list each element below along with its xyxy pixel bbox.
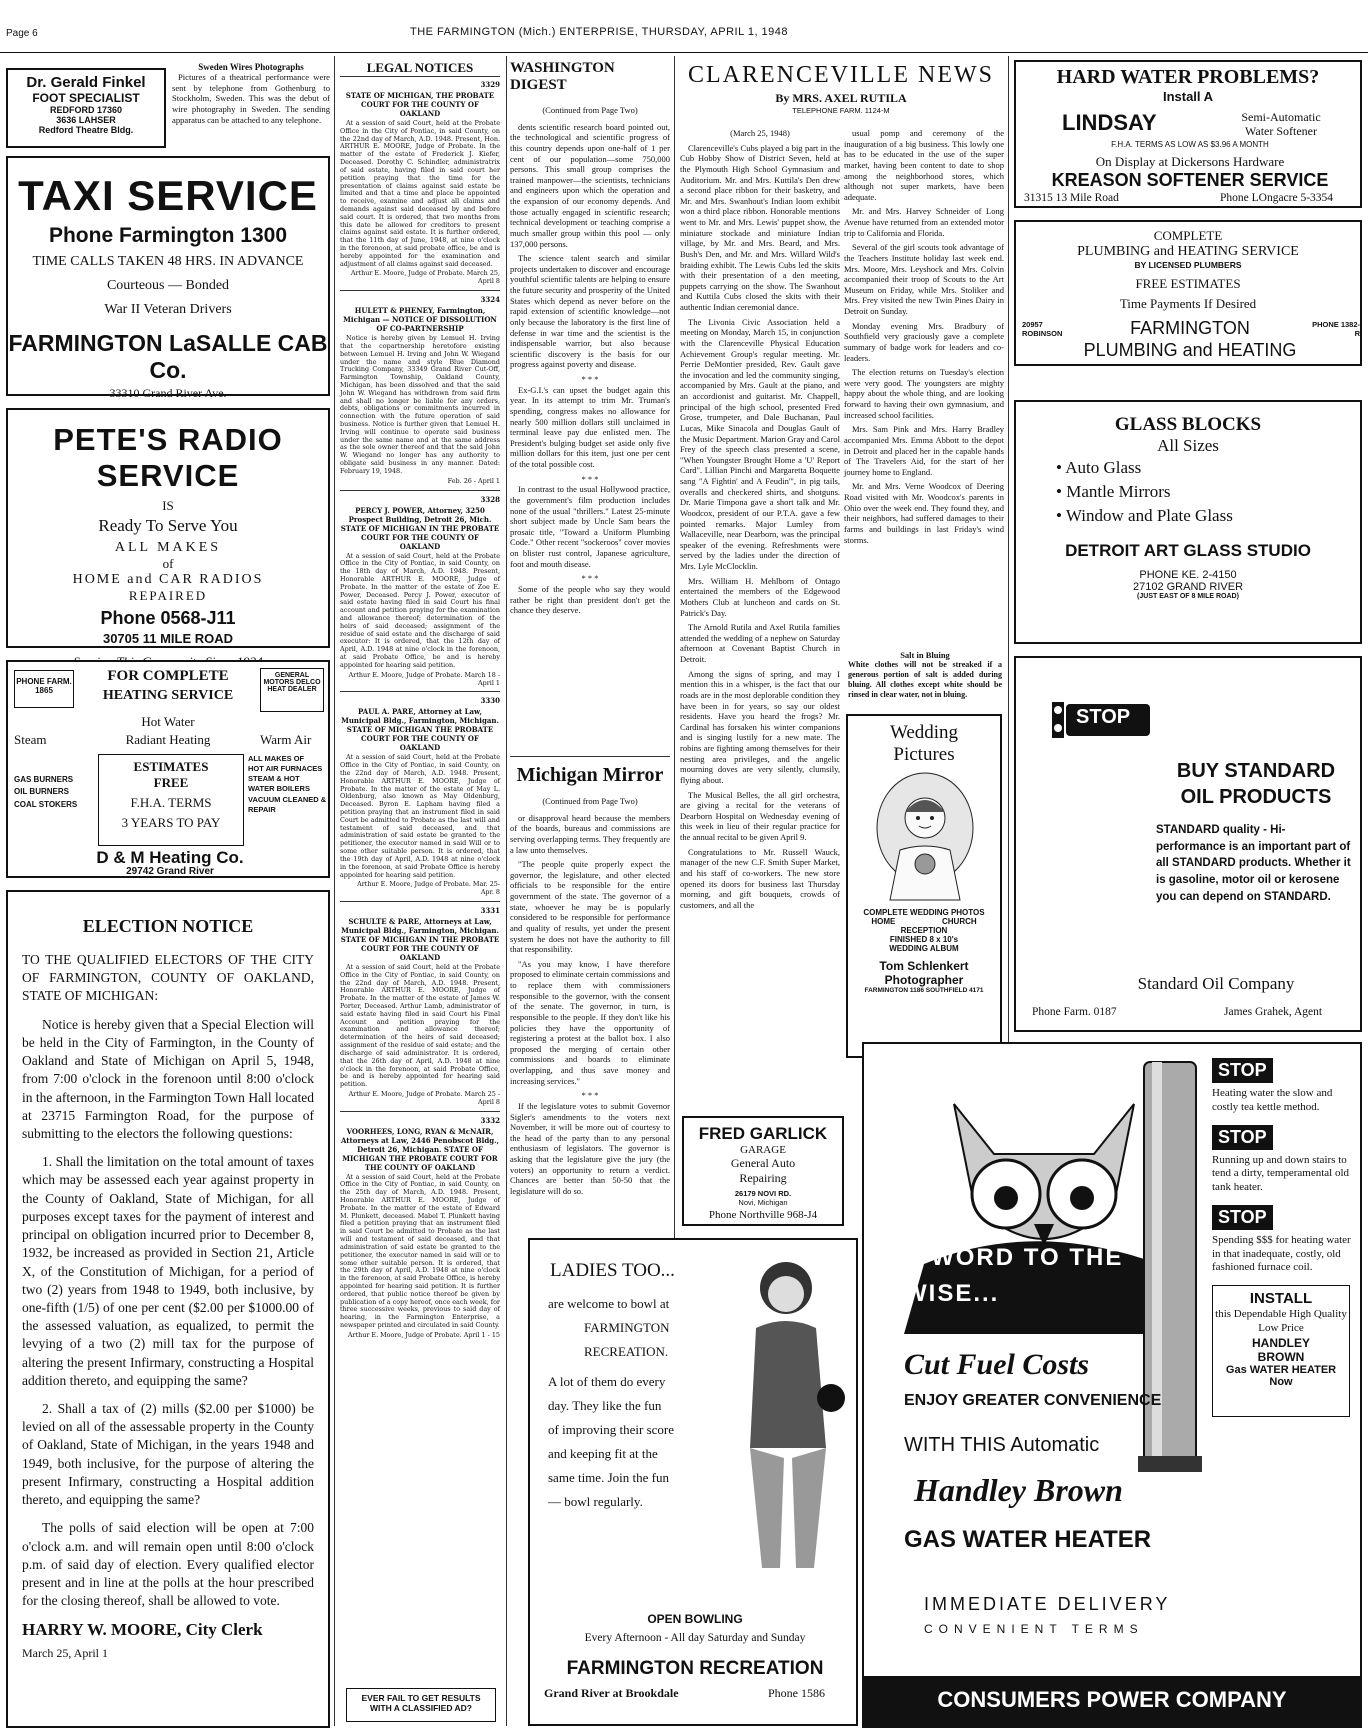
bowling-open: OPEN BOWLING	[647, 1612, 743, 1626]
washington-paragraph: Some of the people who say they would rather be right than president don't get the chance they deserve.	[510, 583, 670, 616]
radio-all-makes: ALL MAKES	[114, 540, 222, 555]
clarenceville-byline: By MRS. AXEL RUTILA	[775, 91, 907, 105]
heating-warm-air: Warm Air	[260, 732, 312, 747]
wedding-line4: FINISHED 8 x 10's	[889, 935, 959, 944]
heating-for-complete: FOR COMPLETE	[107, 668, 229, 684]
section-break: * * *	[581, 573, 599, 584]
clarenceville-paragraph: Mrs. Sam Pink and Mrs. Harry Bradley accompanied Mrs. Emma Abbott to the depot in Detroit and placed her in the capable hands of The Travelers Aid, for the start of her journey home to England.	[844, 424, 1004, 477]
bowling-hours: Every Afternoon - All day Saturday and Sunday	[584, 1632, 806, 1644]
taxi-address: 33310 Grand River Ave.	[109, 386, 227, 400]
masthead-rule	[0, 52, 1368, 53]
standard-title1: BUY STANDARD	[1176, 760, 1336, 782]
wedding-ad	[846, 714, 1002, 1058]
legal-notice-num: 3329	[480, 80, 500, 89]
hard-water-brand: LINDSAY	[1062, 110, 1157, 135]
consumers-handley: Handley Brown	[914, 1472, 1123, 1508]
wedding-home: HOME	[871, 917, 896, 926]
wedding-phones: FARMINGTON 1186 SOUTHFIELD 4171	[864, 987, 984, 994]
taxi-line2: Courteous — Bonded	[106, 278, 230, 293]
legal-notice	[340, 495, 500, 688]
bowling-ad	[528, 1238, 858, 1726]
page-number: Page 6	[6, 28, 38, 39]
bride-illustration-icon	[848, 768, 1002, 908]
glass-sizes: All Sizes	[1157, 436, 1219, 455]
washington-paragraph: dents scientific research board pointed out, the technological and scientific progress of this country depends upon one-half of 1 per cent of our population—some 750,000 persons. This small group comprises the trained manpower—the scientists, technicians and engineers upon which the operation and the expansion of our economy depends. And those actually engaged in scientific research; technical development or teaching comprise a much smaller group within this pool — only 137,000 persons.	[510, 121, 670, 249]
hard-water-address: 31315 13 Mile Road	[1024, 192, 1119, 204]
plumbing-line1: COMPLETE	[1153, 228, 1223, 243]
consumers-gas: GAS WATER HEATER	[904, 1526, 1152, 1553]
mirror-paragraph: "The people quite properly expect the governor, the legislature, and other elected officials to be responsible for the entire government of the state. The governor of a state, whoever he may be is popularly considered to be responsible for performance and quality of results, yet under the present system he does not have the authority to fill that responsibility.	[510, 859, 670, 955]
clarenceville-telephone: TELEPHONE FARM. 1124-M	[792, 106, 890, 115]
clarenceville-paragraph: Clarenceville's Cubs played a big part in the Cub Hobby Show of District Seven, held at the Plymouth High School Gymnasium and Auditorium. Mr. and Mrs. Kuttila's Den drew a second place ribbon for their basketry, and Mr. and Mrs. Swanhout's Indian loom exhibit won a third place ribbon. Honorable mentions went to Mr. and Mrs. Lewis' puppet show, the miniature stockade and miniature Indian village, by Mr. and Mrs. Beard, and Mrs. Bush's Den, and Mr. and Mrs. Willard Wild's braiding exhibit. The Lewis Cubs led the skits with their presentation of a den meeting, puppets carrying on the show. The Swanhout and Kuttila Cubs closed the skits with their authentic Indian ceremonial dance.	[680, 142, 840, 312]
bowling-line: FARMINGTON	[584, 1320, 670, 1336]
plumbing-company1: FARMINGTON	[1130, 318, 1250, 338]
salt-text: White clothes will not be streaked if a generous portion of salt is added during bluing. All clothes except white should be rinsed in clear water, not in bluing.	[848, 660, 1002, 699]
heating-left-item: GAS BURNERS	[14, 775, 74, 784]
finkel-ad	[6, 68, 166, 148]
glass-item-label: Window and Plate Glass	[1065, 505, 1233, 525]
legal-notice-sig: Arthur E. Moore, Judge of Probate. March 25, April 8	[350, 269, 500, 286]
election-dates: March 25, April 1	[22, 1646, 108, 1661]
glass-note: (JUST EAST OF 8 MILE ROAD)	[1137, 593, 1239, 601]
legal-notice-text: At a session of said Court, held at the Probate Office in the City of Pontiac, in said County, on the 22nd day of March, A.D. 1948. Present, Hon. ARTHUR E. MOORE, Judge of Probate. In the matter of the estate of Frederick J. Kiefer, Deceased. Dorothy C. Schindler, administratrix of said estate, having filed in said court her petition praying that the time for the presentation of claims against said estate be limited and that a time and place be appointed to receive, examine and adjust all claims and demands against said deceased by and before said court. It is ordered, that two months from this date be allowed for creditors to present claims against said estate. It is further ordered, that the 11th day of June, 1948, at nine o'clock in the forenoon, at said probate office, be and is hereby appointed for the examination and adjustment of all claims against said deceased.	[340, 119, 500, 268]
classified-text: EVER FAIL TO GET RESULTS WITH A CLASSIFIED AD?	[361, 1693, 481, 1713]
masthead-line: THE FARMINGTON (Mich.) ENTERPRISE, THURSDAY, APRIL 1, 1948	[410, 26, 789, 38]
consumers-brand3: Gas WATER HEATER Now	[1225, 1363, 1337, 1388]
salt-title: Salt in Bluing	[900, 650, 950, 660]
legal-notice-num: 3330	[480, 696, 500, 706]
bowling-line: and keeping fit at the	[548, 1446, 658, 1462]
legal-notice	[340, 80, 500, 286]
heating-fha: F.H.A. TERMS	[130, 795, 212, 810]
heating-address: 29742 Grand River	[126, 866, 214, 877]
glass-item-label: Auto Glass	[1065, 458, 1142, 477]
standard-title2: OIL PRODUCTS	[1180, 786, 1332, 808]
clarenceville-date: (March 25, 1948)	[730, 128, 790, 138]
standard-phone: Phone Farm. 0187	[1032, 1006, 1117, 1018]
clarenceville-paragraph: The Livonia Civic Association held a meeting on Monday, March 15, in conjunction with the Clarenceville Physical Education Achievement Group's regular meeting. Mr. Perrie DeMontier presided, Rev. Gault gave the invocation and led the community singing, accompanied by Mrs. Gault at the piano, and an accordionist and guitarist. Mr. Chappell, principal of the high school, presented Fred Grose, trumpeter, and Dale Buchanan, Paul Lucas, Mike Sinacola and Douglas Gault of the Music Department. Marion Gray and Carol Frey of the speech class presented a scene, "When Youngster Brought Home a 'U' Report Card". Lillian Pinchi and Margaretta Boquette sang "A Fightin' and A Feudin'", in pig tails, overalls and checkered shirts, and shotguns. Dr. Marie Timpona gave a short talk and Mr. Woodcox, president of our P.T.A. gave a few pointed remarks. Major Lumley from Wallaceville, near Dearborn, was the principal speaker of the evening. Refreshments were served by the ladies under the direction of Mrs. Lyle McClocklin.	[680, 316, 840, 571]
garlick-garage: GARAGE	[740, 1144, 786, 1156]
wedding-role: Photographer	[884, 973, 964, 987]
consumers-stop	[1212, 1125, 1356, 1195]
plumbing-line3: BY LICENSED PLUMBERS	[1134, 260, 1242, 270]
consumers-stop-panel	[1212, 1058, 1356, 1450]
legal-notice-text: At a session of said Court, held at the Probate Office in the City of Pontiac, in said County, on the 25th day of March, A.D. 1948. Present, Honorable ARTHUR E. MOORE, Judge of Probate. In the matter of the estate of Edward M. Plunkett, deceased. Mabel T. Plunkett having filed a petition praying that an instrument filed in said Court be admitted to Probate as the last will and testament of said deceased, and that administration of said estate be granted to the petitioner, the executor named in said will or to some other suitable person. It is ordered, that the 29th day of April, A.D. 1948 at nine o'clock in the forenoon, at said Probate Office, is hereby appointed for hearing said petition. It is further ordered, that public notice thereof be given by publication of a copy hereof, once each week, for three successive weeks, previous to said day of hearing, in the Farmington Enterprise, a newspaper printed and circulated in said County.	[340, 1172, 500, 1329]
clarenceville-paragraph: usual pomp and ceremony of the inauguration of a big business. This lowly one has to be educated in the use of the super market, having been content to date to shop among the neighborhood stores, which although not super markets, have been adequate.	[844, 128, 1004, 202]
heating-center-box	[98, 754, 244, 846]
finkel-name: Dr. Gerald Finkel	[26, 74, 146, 91]
finkel-line: REDFORD 17360	[49, 105, 123, 115]
hard-water-fha: F.H.A. TERMS AS LOW AS $3.96 A MONTH	[1111, 140, 1269, 149]
consumers-cut: Cut Fuel Costs	[904, 1348, 1090, 1381]
heating-left-item: COAL STOKERS	[14, 799, 78, 809]
heating-radiant: Radiant Heating	[125, 732, 211, 747]
hard-water-semi: Semi-Automatic	[1241, 110, 1321, 124]
legal-notice-head: PAUL A. PARE, Attorney at Law, Municipal Bldg., Farmington, Michigan. STATE OF MICHIGAN THE PROBATE COURT FOR THE COUNTY OF OAKLAND	[341, 707, 499, 753]
bowling-line: same time. Join the fun	[548, 1470, 669, 1486]
clarenceville-paragraph: Several of the girl scouts took advantage of the Teachers Institute holiday last week end. Mrs. Moore, Mrs. Leyshock and Mrs. Colvin accompanied their troop of Scouts to the Art Museum on Friday, while Mrs. Stoliker and Mrs. Frey visited the new Twin Pines Dairy in Detroit on Sunday.	[844, 242, 1004, 316]
heating-free: FREE	[153, 775, 189, 790]
legal-notice-head: PERCY J. POWER, Attorney, 3250 Prospect Building, Detroit 26, Mich. STATE OF MICHIGAN IN THE PROBATE COURT FOR THE COUNTY OF OAKLAND	[340, 505, 500, 551]
wedding-title2: Pictures	[893, 744, 955, 765]
water-heater-icon	[1138, 1052, 1202, 1482]
consumers-with: WITH THIS Automatic	[904, 1434, 1100, 1456]
legal-notice-sig: Arthur E. Moore, Judge of Probate. March 25 - April 8	[348, 1089, 500, 1106]
consumers-stop-text: Running up and down stairs to tend a dirty, temperamental old tank heater.	[1212, 1153, 1350, 1193]
standard-stop: STOP	[1076, 706, 1131, 728]
legal-notice	[340, 906, 500, 1107]
sweden-brief	[172, 62, 330, 150]
consumers-immediate: IMMEDIATE DELIVERY	[924, 1594, 1171, 1614]
garlick-phone: Phone Northville 968-J4	[708, 1209, 818, 1221]
standard-company: Standard Oil Company	[1137, 974, 1295, 993]
washington-digest	[510, 60, 670, 750]
consumers-stop	[1212, 1058, 1356, 1115]
bowling-line: — bowl regularly.	[548, 1494, 643, 1510]
consumers-install-box	[1212, 1285, 1350, 1417]
radio-title: PETE'S RADIO SERVICE	[53, 422, 283, 493]
plumbing-company2: PLUMBING and HEATING	[1083, 340, 1297, 360]
consumers-stop-text: Heating water the slow and costly tea kettle method.	[1212, 1087, 1333, 1113]
legal-separator	[340, 901, 500, 902]
garlick-address: 26179 NOVI RD.	[734, 1189, 792, 1198]
mirror-continued: (Continued from Page Two)	[542, 796, 638, 806]
consumers-enjoy: ENJOY GREATER CONVENIENCE	[904, 1392, 1162, 1409]
salt-brief	[848, 650, 1002, 708]
section-break: * * *	[581, 1090, 599, 1101]
heating-hot-water: Hot Water	[141, 714, 195, 729]
section-break: * * *	[581, 374, 599, 384]
legal-notice-num: 3332	[480, 1115, 500, 1125]
clarenceville-paragraph: Among the signs of spring, and may I mention this in a whisper, is the fact that our roads are in the most deplorable condition they have been in for years, so say our oldest residents. Have you heard the frogs? Mr. Cardinal has forsaken his winter companions and is singing lustily for a new mate. The robins are fighting among themselves for their nesting area privileges, and the angelic mourning doves are very silently, clumsily, flying about.	[680, 668, 840, 785]
glass-item: • Auto Glass	[1056, 458, 1142, 477]
clarenceville-paragraph: The Arnold Rutila and Axel Rutila families attended the wedding of a nephew on Saturday afternoon at Covenant Baptist Church in Detroit.	[680, 622, 840, 664]
heating-gm-box	[260, 668, 324, 712]
glass-item-label: Mantle Mirrors	[1066, 481, 1171, 501]
hard-water-phone: Phone LOngacre 5-3354	[1220, 192, 1334, 204]
consumers-brand1: HANDLEY	[1251, 1335, 1310, 1350]
bowling-line: are welcome to bowl at	[548, 1296, 670, 1311]
wedding-church: CHURCH	[941, 917, 977, 926]
consumers-word: A WORD TO THE WISE...	[904, 1244, 1124, 1307]
election-to: TO THE QUALIFIED ELECTORS OF THE CITY OF FARMINGTON, COUNTY OF OAKLAND, STATE OF MICHIGAN:	[22, 952, 314, 1004]
plumbing-left-code: 20957 ROBINSON	[1022, 320, 1063, 338]
radio-home-car: HOME and CAR RADIOS	[72, 572, 264, 587]
mirror-paragraph: If the legislature votes to submit Governor Sigler's amendments to the voters next November, it will be more out of courtesy to the head of the party than to any personal enthusiasm of legislators. The governor is asking that the legislature give the jury (the voters) an opportunity to return a verdict. Chances are better than 50-50 that the legislature will do so.	[510, 1100, 670, 1196]
sweden-text: Pictures of a theatrical performance were sent by telephone from Gothenburg to Stockholm, Sweden. This was the debut of wire photography in Sweden. The sending apparatus can be attached to any telephone.	[172, 72, 330, 125]
garlick-ad	[682, 1116, 844, 1226]
heating-years: 3 YEARS TO PAY	[121, 815, 221, 830]
heating-estimates: ESTIMATES	[133, 759, 209, 774]
washington-title: WASHINGTON DIGEST	[510, 60, 615, 93]
bowling-body	[548, 1292, 738, 1514]
classified-footer	[346, 1688, 496, 1722]
heating-phone-box	[14, 670, 74, 708]
wedding-name: Tom Schlenkert	[879, 959, 969, 973]
heating-left-item: OIL BURNERS	[14, 787, 69, 797]
consumers-stop-head: STOP	[1212, 1058, 1273, 1083]
plumbing-line2: PLUMBING and HEATING SERVICE	[1077, 244, 1299, 259]
washington-paragraph: The science talent search and similar projects undertaken to discover and encourage youthful scientific talents are helping to ensure the future security and prosperity of the United States which depend as never before on the rapid extension of scientific knowledge—not only because the laboratory is the first line of defense in war time and the scientist is the indispensable warrior, but also because scientific discovery is the basis for our progress against poverty and disease.	[510, 253, 670, 370]
election-p3: 2. Shall a tax of (2) mills ($2.00 per $1000) be levied on all of the assessable property in the County of Oakland, State of Michigan, in the years 1948 and 1949, both inclusive, for the purpose of altering the present Infirmary, constructing a Hospital addition thereto, and equipping the same?	[22, 1401, 314, 1508]
legal-notice-text: Notice is hereby given by Lemuel H. Irving that the copartnership heretofore existing between Lemuel H. Irving and John W. Wiegand under the name and style Blue Diamond Trucking Company, 33349 Grand River Cut-Off, Farmington Township, Oakland County, Michigan, has been dissolved and that the said John W. Wiegand has withdrawn from said firm and shall no longer be liable for any orders, debts, obligations or commitments incurred in connection with the future operation of said business. Notice is further given that Lemuel H. Irving will continue to operate said business under the same name and at the same address as the sole owner thereof and that the said John W. Wiegand no longer has any authority to obligate said business in any manner. Dated: February 19, 1948.	[340, 334, 500, 475]
legal-notice-sig: Arthur E. Moore, Judge of Probate. March 18 - April 1	[348, 670, 500, 687]
legal-notices	[340, 60, 500, 1680]
clarenceville-right-column	[844, 128, 1004, 648]
standard-agent: James Grahek, Agent	[1224, 1006, 1323, 1018]
consumers-install-head: INSTALL	[1249, 1290, 1313, 1307]
column-rule	[506, 56, 507, 1726]
legal-notice	[340, 696, 500, 897]
glass-phone: PHONE KE. 2-4150	[1139, 569, 1237, 582]
taxi-title: TAXI SERVICE	[18, 172, 318, 219]
radio-ready: Ready To Serve You	[98, 516, 238, 535]
hard-water-softener: Water Softener	[1245, 124, 1317, 138]
legal-notice-sig: Arthur E. Moore, Judge of Probate. Mar. 25-Apr. 8	[357, 880, 500, 897]
plumbing-free: FREE ESTIMATES	[1135, 276, 1241, 291]
radio-ad	[6, 408, 330, 648]
election-title: ELECTION NOTICE	[82, 916, 254, 936]
legal-notice-head: STATE OF MICHIGAN, THE PROBATE COURT FOR THE COUNTY OF OAKLAND	[345, 91, 495, 118]
legal-notice-head: VOORHEES, LONG, RYAN & McNAIR, Attorneys at Law, 2446 Penobscot Bldg., Detroit 26, Michigan. STATE OF MICHIGAN THE PROBATE COURT FOR THE COUNTY OF OAKLAND	[341, 1126, 499, 1172]
garlick-line2: Repairing	[739, 1171, 787, 1185]
clarenceville-paragraph: Congratulations to Mr. Russell Wauck, manager of the new C.F. Smith Super Market, and his staff of co-workers. The new store opened its doors for business last Thursday morning, and gift bouquets, crowds of customers, and all the	[680, 846, 840, 910]
column-rule	[334, 56, 335, 1726]
hard-water-display: On Display at Dickersons Hardware	[1095, 154, 1285, 169]
plumbing-right-code: PHONE 1382-R	[1312, 320, 1360, 338]
legal-notice-head: HULETT & PHENEY, Farmington, Michigan — NOTICE OF DISSOLUTION OF CO-PARTNERSHIP	[343, 306, 497, 334]
clarenceville-paragraph: Mr. and Mrs. Verne Woodcox of Deering Road visited with Mr. Woodcox's parents in Ohio over the week end. They found they, and their neighbors, had suffered damages to their farms and buildings in last Friday's wind storms.	[844, 481, 1004, 545]
radio-of: of	[162, 556, 174, 571]
heating-right-item: HOT AIR FURNACES	[248, 764, 323, 774]
wedding-title1: Wedding	[889, 722, 959, 743]
heating-gm-text: GENERAL MOTORS DELCO HEAT DEALER	[263, 672, 321, 693]
clarenceville-title: CLARENCEVILLE NEWS	[688, 62, 994, 88]
garlick-title: FRED GARLICK	[698, 1124, 828, 1143]
bowling-name: FARMINGTON RECREATION	[566, 1658, 824, 1679]
consumers-company: CONSUMERS POWER COMPANY	[864, 1676, 1360, 1726]
legal-notice-head: SCHULTE & PARE, Attorneys at Law, Municipal Bldg., Farmington, Michigan. STATE OF MICHIGAN IN THE PROBATE COURT FOR THE COUNTY OF OAKLAND	[340, 916, 500, 962]
glass-company: DETROIT ART GLASS STUDIO	[1065, 541, 1311, 561]
legal-title: LEGAL NOTICES	[340, 60, 500, 77]
wedding-line3: RECEPTION	[900, 926, 948, 935]
heating-right-item: STEAM & HOT WATER BOILERS	[248, 774, 310, 794]
heating-right-list	[248, 754, 328, 815]
heating-steam: Steam	[14, 732, 47, 747]
finkel-line: 3636 LAHSER	[56, 115, 116, 125]
clarenceville-paragraph: Mrs. William H. Mehlborn of Ontago entertained the members of the Edgewood Mothers Club at luncheon and cards on St. Patrick's Day.	[680, 575, 840, 618]
radio-repaired: REPAIRED	[128, 588, 208, 603]
legal-notice	[340, 295, 500, 485]
wedding-line1: COMPLETE WEDDING PHOTOS	[863, 908, 985, 917]
bowling-line: day. They like the fun	[548, 1398, 662, 1414]
glass-address: 27102 GRAND RIVER	[1132, 581, 1244, 594]
legal-notice-text: At a session of said Court, held at the Probate Office in the City of Pontiac, in said County, on the 22nd day of March, A.D. 1948. Present, Honorable ARTHUR E. MOORE, Judge of Probate. In the matter of the estate of James W. Porter, Deceased. Arthur Lamb, administrator of said estate having filed in said Court his Final Account and petition praying for the examination and allowance thereof; determination of the heirs of said deceased; assignment of the residue of said estate; and the discharge of said administrator. It is ordered, that the 26th day of April, A.D. 1948 at nine o'clock in the forenoon, at said Probate Office, be and is hereby appointed for hearing said petition.	[340, 962, 500, 1089]
standard-text: STANDARD quality - Hi-performance is an important part of all STANDARD products. Whether it is gasoline, motor oil or kerosene you can depend on STANDARD.	[1156, 824, 1351, 903]
washington-continued: (Continued from Page Two)	[542, 105, 638, 115]
bowling-address: Grand River at Brookdale	[544, 1686, 679, 1700]
clarenceville-paragraph: Monday evening Mrs. Bradbury of Southfield very graciously gave a complete summary of badge work for leaders and co-leaders.	[844, 320, 1004, 363]
mirror-paragraph: or disapproval heard because the members of the boards, bureaus and commissions are serving overlapping terms. They frequently are a law unto themselves.	[510, 812, 670, 855]
garlick-city: Novi, Michigan	[738, 1198, 788, 1207]
glass-ad	[1014, 400, 1362, 644]
legal-notice-sig: Feb. 26 - April 1	[447, 476, 500, 485]
garlick-line1: General Auto	[730, 1156, 796, 1170]
washington-paragraph: In contrast to the usual Hollywood practice, the government's film production includes none of the usual "thrillers." Latest 25-minute short subject made by Uncle Sam bears the prosaic title, "Toward a Uniform Plumbing Code." Other recent "sockeroos" cover movies on blister rust control, Japanese agriculture, foot and mouth disease.	[510, 484, 670, 569]
heating-company: D & M Heating Co.	[96, 848, 244, 867]
taxi-company: FARMINGTON LaSALLE CAB Co.	[8, 330, 328, 383]
bowling-phone: Phone 1586	[768, 1686, 825, 1700]
washington-paragraph: Ex-G.I.'s can upset the budget again this year. In its attempt to trim Mr. Truman's spending, congress makes no allowance for nearly 500 million dollars still unclaimed in terminal leave pay due enlisted men. The President's bulging budget set aside only five million dollars for this item, just one per cent of the total possible cost.	[510, 384, 670, 469]
consumers-install-text: this Dependable High Quality Low Price	[1215, 1308, 1347, 1335]
glass-item: • Window and Plate Glass	[1056, 505, 1233, 525]
glass-items	[1056, 456, 1360, 527]
legal-notice-text: At a session of said Court, held at the Probate Office in the City of Pontiac, in said County, on the 22nd day of March, A.D. 1948. Present, Honorable ARTHUR E. MOORE, Judge of Probate. In the matter of the estate of May L. Oldenburg, also known as May Oldenburg, Deceased. Byron E. Lapham having filed a petition praying that an instrument filed in said Court be admitted to Probate as the last will and testament of said deceased, and that administration of said estate be granted to the petitioner, the executor named in said Will or to some other suitable person. It is ordered, that the 19th day of April, A.D. 1948 at nine o'clock in the forenoon, at said Probate Office is hereby appointed for hearing said petition.	[340, 753, 500, 879]
consumers-brand2: BROWN	[1257, 1349, 1305, 1364]
legal-notice-num: 3328	[480, 494, 500, 504]
bowler-illustration-icon	[726, 1248, 856, 1578]
taxi-ad	[6, 156, 330, 400]
election-p1: Notice is hereby given that a Special Election will be held in the City of Farmington, in the County of Oakland and State of Michigan on April 5, 1948, from 7:00 o'clock in the forenoon until 8:00 o'clock in the afternoon, in the Farmington Town Hall located at 23715 Farmington Road, for the purpose of submitting to the electors the following questions:	[22, 1016, 314, 1141]
bowling-line: A lot of them do every	[548, 1374, 666, 1390]
legal-notice-num: 3324	[480, 295, 500, 305]
election-p2: 1. Shall the limitation on the total amount of taxes which may be assessed each year against property in the County of Oakland, State of Michigan, for all purposes except taxes for the payment of interest and principal on obligation incurred prior to December 8, 1932, be increased as provided in Section 21, Article X, of the Constitution of Michigan, for a period of two (2) years from 1948 to 1949, both inclusive, by one-fifth (1/5) of one per cent ($2.00 per $1000.00 of the assessed valuation, as equalized, to permit the levying of a two (2) mill tax for the purpose of altering the present Infirmary, constructing a Hospital addition thereto, and equipping the same?	[22, 1154, 314, 1388]
plumbing-terms: Time Payments If Desired	[1119, 296, 1257, 311]
clarenceville-left-column	[680, 128, 840, 1138]
legal-separator	[340, 1111, 500, 1112]
heating-phone-text: PHONE FARM. 1865	[16, 677, 72, 695]
glass-item: • Mantle Mirrors	[1056, 481, 1171, 501]
clarenceville-paragraph: Mr. and Mrs. Harvey Schneider of Long Avenue have returned from an extended motor trip to California and Florida.	[844, 206, 1004, 238]
wedding-home-church	[848, 917, 1000, 926]
taxi-line3: War II Veteran Drivers	[104, 302, 232, 317]
clarenceville-paragraph: The Musical Belles, the all girl orchestra, are giving a recital for the veterans of Dearborn Hospital on Wednesday evening of this week in lieu of their regular practice for the annual recital to be given April 9.	[680, 789, 840, 842]
finkel-title: FOOT SPECIALIST	[32, 91, 140, 105]
heating-right-item: ALL MAKES OF	[248, 754, 305, 763]
clarenceville-header	[678, 62, 1004, 122]
bowling-line: RECREATION.	[584, 1344, 669, 1360]
taxi-line1: TIME CALLS TAKEN 48 HRS. IN ADVANCE	[32, 254, 304, 269]
legal-separator	[340, 490, 500, 491]
heating-right-item: VACUUM CLEANED & REPAIR	[248, 794, 327, 814]
election-p4: The polls of said election will be open at 7:00 o'clock a.m. and will remain open until 8:00 o'clock p.m. of said day of election. Every qualified elector present and in line at the polls at the hour prescribed for the closing thereof, shall be allowed to vote.	[22, 1520, 314, 1609]
consumers-convenient: CONVENIENT TERMS	[924, 1622, 1144, 1636]
consumers-ad	[862, 1042, 1362, 1728]
legal-separator	[340, 691, 500, 692]
taxi-phone: Phone Farmington 1300	[48, 224, 288, 247]
hard-water-ad	[1014, 60, 1362, 208]
legal-notice	[340, 1116, 500, 1340]
heating-service: HEATING SERVICE	[102, 688, 234, 703]
heating-left-list	[14, 774, 94, 811]
consumers-stop	[1212, 1205, 1356, 1275]
radio-is: IS	[162, 498, 174, 513]
legal-separator	[340, 290, 500, 291]
heating-ad	[6, 660, 330, 878]
mirror-title: Michigan Mirror	[516, 764, 664, 786]
masthead	[0, 22, 1368, 62]
bowling-line: of improving their score	[548, 1422, 674, 1438]
election-notice	[6, 890, 330, 1728]
hard-water-title: HARD WATER PROBLEMS?	[1056, 66, 1320, 88]
legal-notice-num: 3331	[480, 905, 500, 915]
mirror-paragraph: "As you may know, I have therefore proposed to eliminate certain commissions and to replace them with commissioners responsible to the governor, with the consent of the senate. The governor, in turn, is responsible to the people. If they don't like his policies they have the opportunity of registering a protest at the ballot box. I also proposed the merging of certain other commissions and boards to eliminate overlapping, and thus save money and increasing services."	[510, 958, 670, 1086]
consumers-stop-head: STOP	[1212, 1205, 1273, 1230]
radio-address: 30705 11 MILE ROAD	[102, 631, 234, 646]
hard-water-company: KREASON SOFTENER SERVICE	[1051, 170, 1329, 190]
hard-water-install: Install A	[1162, 89, 1214, 104]
sweden-title: Sweden Wires Photographs	[198, 62, 304, 72]
standard-ad	[1014, 656, 1362, 1032]
bowling-title: LADIES TOO...	[550, 1260, 675, 1281]
election-signature: HARRY W. MOORE, City Clerk	[22, 1620, 263, 1640]
plumbing-ad	[1014, 220, 1362, 366]
consumers-stop-head: STOP	[1212, 1125, 1273, 1150]
wedding-line5: WEDDING ALBUM	[889, 944, 959, 953]
legal-notice-sig: Arthur E. Moore, Judge of Probate. April 1 - 15	[347, 1330, 500, 1339]
glass-title: GLASS BLOCKS	[1114, 414, 1262, 435]
consumers-stop-text: Spending $$$ for heating water in that inadequate, costly, old fashioned furnace coil.	[1212, 1233, 1351, 1274]
clarenceville-paragraph: The election returns on Tuesday's election were very good. The youngsters are mighty happy about the whole thing, and are looking forward to having their own gymnasium, and increased school facilities.	[844, 367, 1004, 420]
finkel-line: Redford Theatre Bldg.	[38, 125, 134, 135]
section-break: * * *	[581, 473, 599, 484]
legal-notice-text: At a session of said Court, held at the Probate Office in the City of Pontiac, in said County, on the 18th day of March, A.D. 1948. Present, Honorable ARTHUR E. MOORE, Judge of Probate. In the matter of the estate of Zoe E. Power, Deceased. Percy J. Power, executor of said estate having filed in said Court his final account and petition praying for the examination and allowance thereof; determination of the heirs of said deceased; assignment of the residue of said estate and the discharge of said executor: It is ordered, that the 12th day of April, A.D. 1948 at nine o'clock in the forenoon, at said Probate Office, be and is hereby appointed for hearing said petition.	[340, 551, 500, 669]
radio-phone: Phone 0568-J11	[100, 608, 236, 628]
